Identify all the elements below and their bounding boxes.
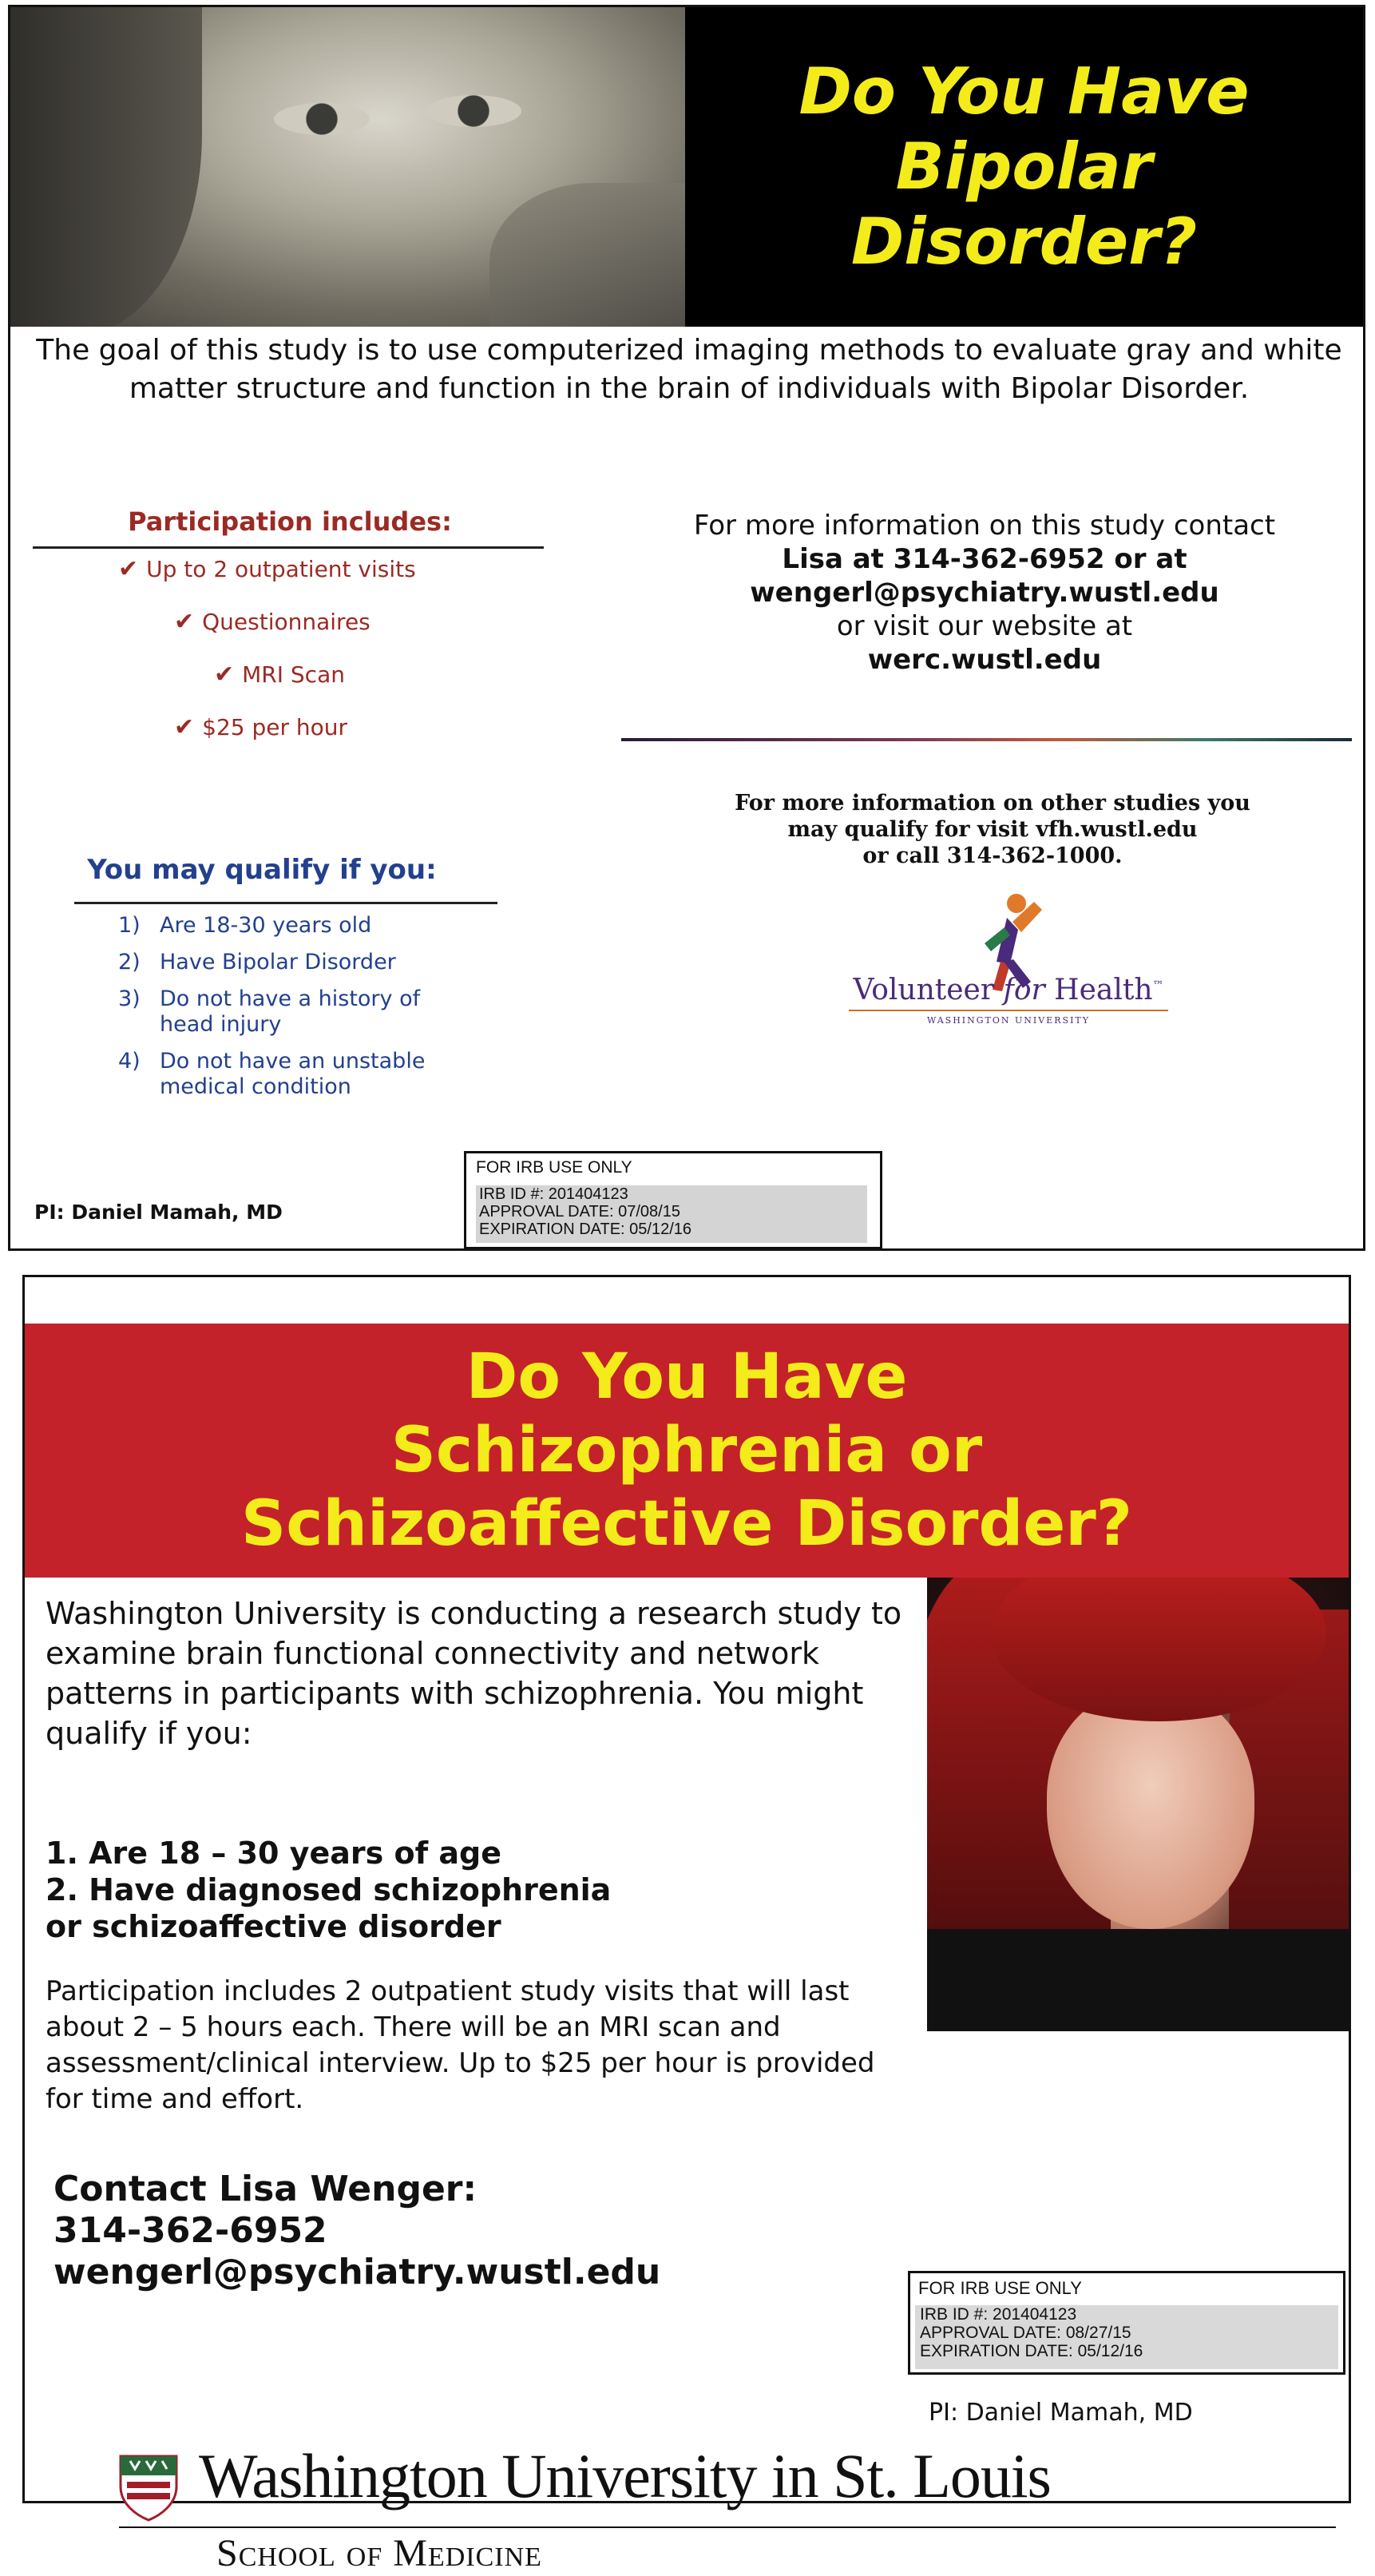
contact-info: Contact Lisa Wenger: 314-362-6952 wengerl@psychiatry.wustl.edu: [53, 2169, 932, 2293]
principal-investigator: PI: Daniel Mamah, MD: [34, 1201, 283, 1224]
participation-heading: Participation includes:: [128, 506, 452, 537]
participation-item: ✔ $25 per hour: [174, 713, 348, 741]
qualify-item: 4) Do not have an unstable medical condition: [118, 1049, 426, 1099]
eligibility-list: [46, 1835, 924, 1945]
university-shield-icon: [119, 2455, 178, 2522]
checkmark-icon: ✔: [174, 713, 195, 741]
irb-stamp: FOR IRB USE ONLY IRB ID #: 201404123 APPROVAL DATE: 08/27/15 EXPIRATION DATE: 05/12/16: [908, 2271, 1345, 2375]
study-goal: The goal of this study is to use computerized imaging methods to evaluate gray and white matter structure and function in the brain of individuals with Bipolar Disorder.: [36, 334, 1342, 405]
divider: [119, 2526, 1336, 2528]
qualify-item: 3) Do not have a history of head injury: [118, 986, 421, 1037]
school-name: School of Medicine: [216, 2532, 542, 2574]
participation-item: ✔ Up to 2 outpatient visits: [118, 555, 416, 583]
website-link[interactable]: werc.wustl.edu: [867, 644, 1102, 676]
divider: [621, 738, 1352, 741]
title-box: [685, 7, 1363, 327]
qualify-heading: You may qualify if you:: [87, 854, 437, 886]
qualify-item: 2) Have Bipolar Disorder: [118, 950, 396, 974]
participation-item: ✔ Questionnaires: [174, 608, 370, 636]
email-link[interactable]: wengerl@psychiatry.wustl.edu: [750, 577, 1219, 609]
participation-details: Participation includes 2 outpatient study visits that will last about 2 – 5 hours each. There will be an MRI scan and assessment/clinical interview. Up to $25 per hour is provided for time and effort.: [46, 1975, 875, 2115]
checkmark-icon: ✔: [174, 608, 195, 636]
list-item: 2. Have diagnosed schizophrenia: [46, 1872, 612, 1907]
bipolar-flyer: [8, 5, 1365, 1251]
list-item: 1. Are 18 – 30 years of age: [46, 1836, 501, 1871]
volunteer-for-health-logo: Volunteer for Health™: [853, 974, 1164, 1006]
participation-item: ✔ MRI Scan: [214, 661, 345, 689]
divider: [849, 1010, 1168, 1011]
other-studies-info: For more information on other studies you may qualify for visit vfh.wustl.edu or call 314-362-1000.: [735, 791, 1250, 868]
contact-info: For more information on this study contact Lisa at 314-362-6952 or at wengerl@psychiatry.wustl.edu or visit our website at werc.wustl.edu: [617, 509, 1352, 677]
flyer-title: Do You Have Bipolar Disorder?: [798, 54, 1250, 279]
study-intro: Washington University is conducting a research study to examine brain functional connectivity and network patterns in participants with schizophrenia. You might qualify if you:: [46, 1596, 902, 1751]
checkmark-icon: ✔: [214, 661, 235, 689]
divider: [74, 902, 497, 904]
principal-investigator: PI: Daniel Mamah, MD: [929, 2399, 1193, 2427]
checkmark-icon: ✔: [118, 555, 139, 583]
university-name: Washington University in St. Louis: [199, 2441, 1051, 2511]
email-link[interactable]: wengerl@psychiatry.wustl.edu: [53, 2252, 661, 2292]
irb-stamp: FOR IRB USE ONLY IRB ID #: 201404123 APPROVAL DATE: 07/08/15 EXPIRATION DATE: 05/12/16: [464, 1151, 882, 1249]
red-haired-woman-photo: [927, 1578, 1349, 2031]
distressed-woman-photo: [10, 7, 685, 327]
qualify-item: 1) Are 18-30 years old: [118, 913, 372, 938]
schizophrenia-flyer: [22, 1275, 1351, 2574]
divider: [33, 546, 544, 549]
title-banner: [25, 1324, 1349, 1578]
logo-subtitle: WASHINGTON UNIVERSITY: [926, 1015, 1091, 1026]
list-item: or schizoaffective disorder: [46, 1909, 501, 1944]
flyer-title: Do You Have Schizophrenia or Schizoaffective Disorder?: [241, 1341, 1132, 1560]
